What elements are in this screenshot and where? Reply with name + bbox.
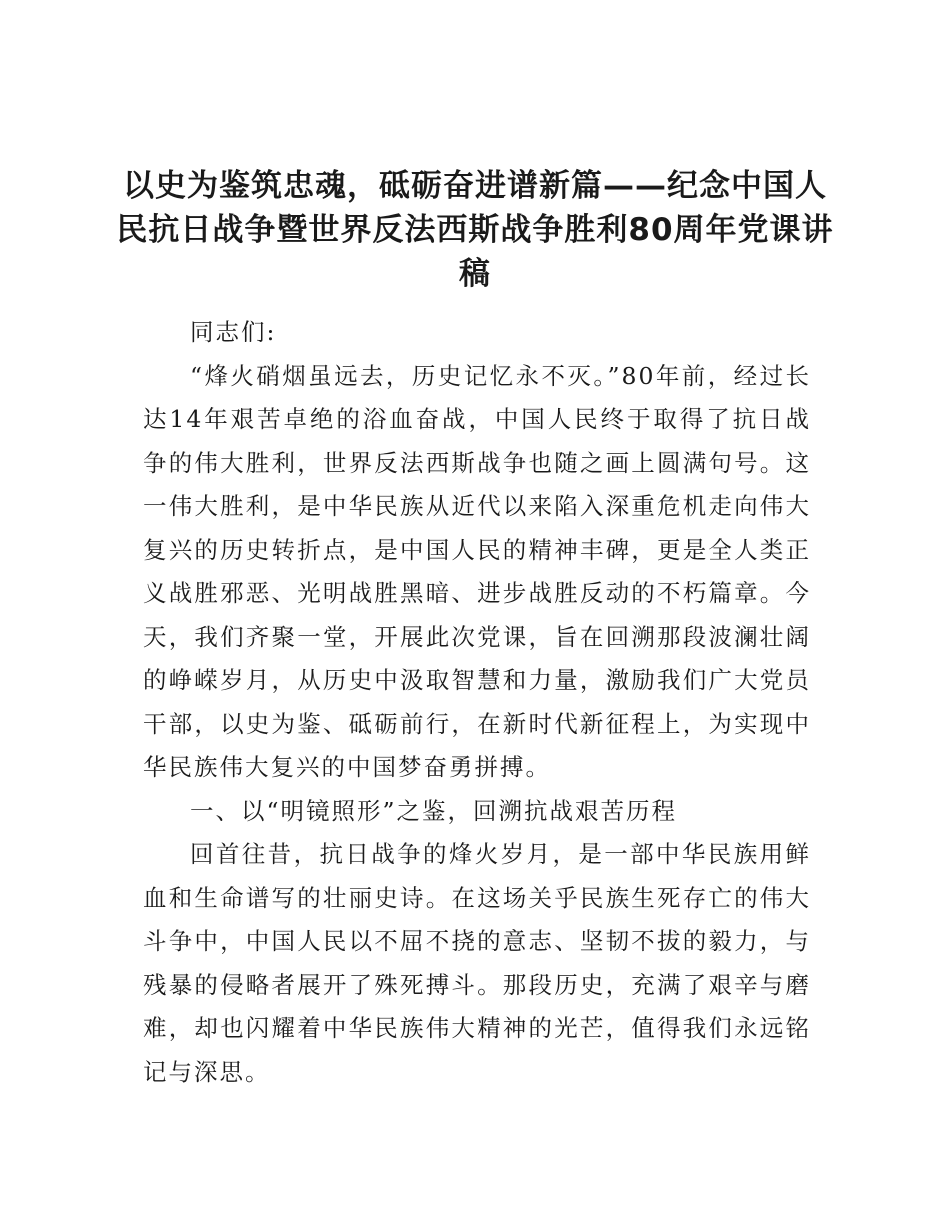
intro-paragraph: “烽火硝烟虽远去，历史记忆永不灭。”80年前，经过长达14年艰苦卓绝的浴血奋战，中国人民终于取得了抗日战争的伟大胜利，世界反法西斯战争也随之画上圆满句号。这一伟大胜利，是中华民族从近代以来陷入深重危机走向伟大复兴的历史转折点，是中国人民的精神丰碑，更是全人类正义战胜邪恶、光明战胜黑暗、进步战胜反动的不朽篇章。今天，我们齐聚一堂，开展此次党课，旨在回溯那段波澜壮阔的峥嵘岁月，从历史中汲取智慧和力量，激励我们广大党员干部，以史为鉴、砥砺前行，在新时代新征程上，为实现中华民族伟大复兴的中国梦奋勇拼搏。 [143,361,811,781]
section-paragraph: 回首往昔，抗日战争的烽火岁月，是一部中华民族用鲜血和生命谱写的壮丽史诗。在这场关乎民族生死存亡的伟大斗争中，中国人民以不屈不挠的意志、坚韧不拔的毅力，与残暴的侵略者展开了殊死搏斗。那段历史，充满了艰辛与磨难，却也闪耀着中华民族伟大精神的光芒，值得我们永远铭记与深思。 [143,840,811,1086]
document-title: 以史为鉴筑忠魂，砥砺奋进谱新篇——纪念中国人民抗日战争暨世界反法西斯战争胜利80周年党课讲稿 [116,168,834,292]
section-heading: 一、以“明镜照形”之鉴，回溯抗战艰苦历程 [190,796,678,825]
document-body [143,311,811,1094]
salutation-paragraph: 同志们: [190,318,277,346]
